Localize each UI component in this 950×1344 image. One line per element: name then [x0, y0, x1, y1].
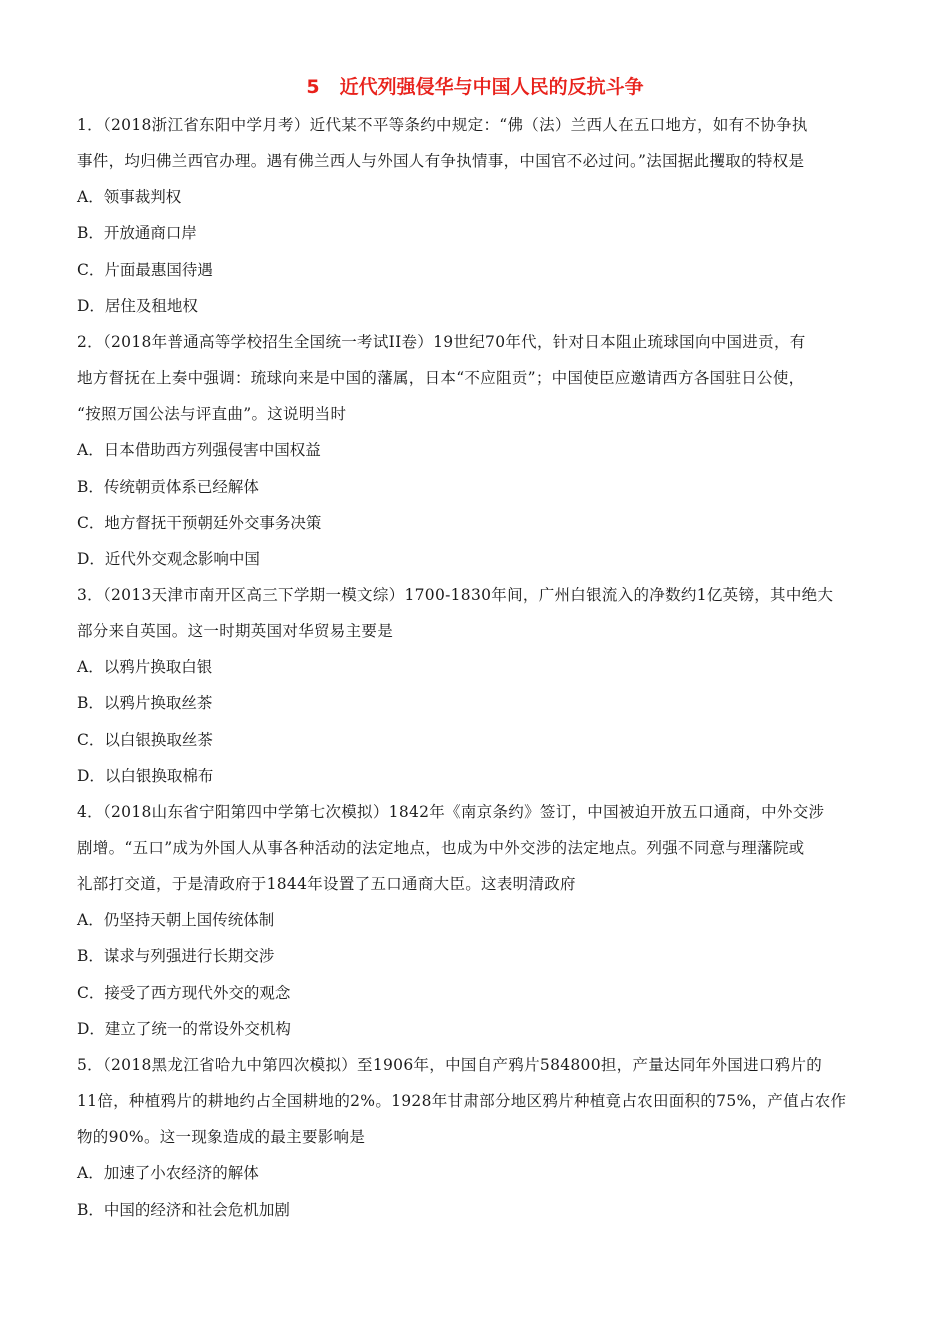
answer-option: C．接受了西方现代外交的观念 — [77, 983, 291, 1002]
answer-option: C．片面最惠国待遇 — [77, 260, 213, 279]
page-title — [0, 72, 950, 102]
chapter-number: 5 — [306, 76, 320, 98]
question-stem-line: “按照万国公法与评直曲”。这说明当时 — [77, 405, 347, 424]
question-stem-line: 1．（2018浙江省东阳中学月考）近代某不平等条约中规定：“佛（法）兰西人在五口地方，如有不协争执 — [77, 116, 808, 134]
question-stem-line: 物的90%。这一现象造成的最主要影响是 — [77, 1128, 366, 1147]
question-stem-line: 部分来自英国。这一时期英国对华贸易主要是 — [77, 622, 394, 641]
question-stem-line: 地方督抚在上奏中强调：琉球向来是中国的藩属，日本“不应阻贡”；中国使臣应邀请西方各国驻日公使， — [77, 369, 805, 388]
question-stem-line: 3．（2013天津市南开区高三下学期一模文综）1700-1830年间，广州白银流入的净数约1亿英镑，其中绝大 — [77, 585, 834, 604]
question-stem-line: 11倍，种植鸦片的耕地约占全国耕地的2%。1928年甘肃部分地区鸦片种植竟占农田面积的75%，产值占农作 — [77, 1092, 847, 1111]
answer-option: B．传统朝贡体系已经解体 — [77, 477, 259, 496]
question-stem-line: 事件，均归佛兰西官办理。遇有佛兰西人与外国人有争执情事，中国官不必过问。”法国据此攫取的特权是 — [77, 152, 805, 171]
answer-option: A．以鸦片换取白银 — [77, 658, 213, 677]
answer-option: A．领事裁判权 — [77, 188, 182, 207]
question-stem-line: 4．（2018山东省宁阳第四中学第七次模拟）1842年《南京条约》签订，中国被迫开放五口通商，中外交涉 — [77, 802, 825, 821]
answer-option: B．开放通商口岸 — [77, 224, 197, 243]
answer-option: A．仍坚持天朝上国传统体制 — [77, 911, 275, 930]
answer-option: D．建立了统一的常设外交机构 — [77, 1019, 291, 1038]
answer-option: D．居住及租地权 — [77, 296, 198, 315]
answer-option: D．以白银换取棉布 — [77, 766, 214, 785]
answer-option: A．日本借助西方列强侵害中国权益 — [77, 441, 321, 460]
answer-option: B．以鸦片换取丝茶 — [77, 694, 213, 713]
question-stem-line: 礼部打交道，于是清政府于1844年设置了五口通商大臣。这表明清政府 — [77, 875, 576, 894]
answer-option: C．地方督抚干预朝廷外交事务决策 — [77, 513, 322, 532]
answer-option: A．加速了小农经济的解体 — [77, 1164, 259, 1183]
chapter-title: 近代列强侵华与中国人民的反抗斗争 — [339, 76, 644, 98]
question-stem-line: 2．（2018年普通高等学校招生全国统一考试II卷）19世纪70年代，针对日本阻止琉球国向中国进贡，有 — [77, 332, 806, 351]
answer-option: C．以白银换取丝茶 — [77, 730, 213, 749]
answer-option: B．中国的经济和社会危机加剧 — [77, 1200, 290, 1219]
answer-option: B．谋求与列强进行长期交涉 — [77, 947, 275, 966]
question-stem-line: 剧增。“五口”成为外国人从事各种活动的法定地点，也成为中外交涉的法定地点。列强不同意与理藩院或 — [77, 839, 805, 857]
answer-option: D．近代外交观念影响中国 — [77, 549, 260, 568]
question-stem-line: 5．（2018黑龙江省哈九中第四次模拟）至1906年，中国自产鸦片584800担，产量达同年外国进口鸦片的 — [77, 1055, 823, 1074]
